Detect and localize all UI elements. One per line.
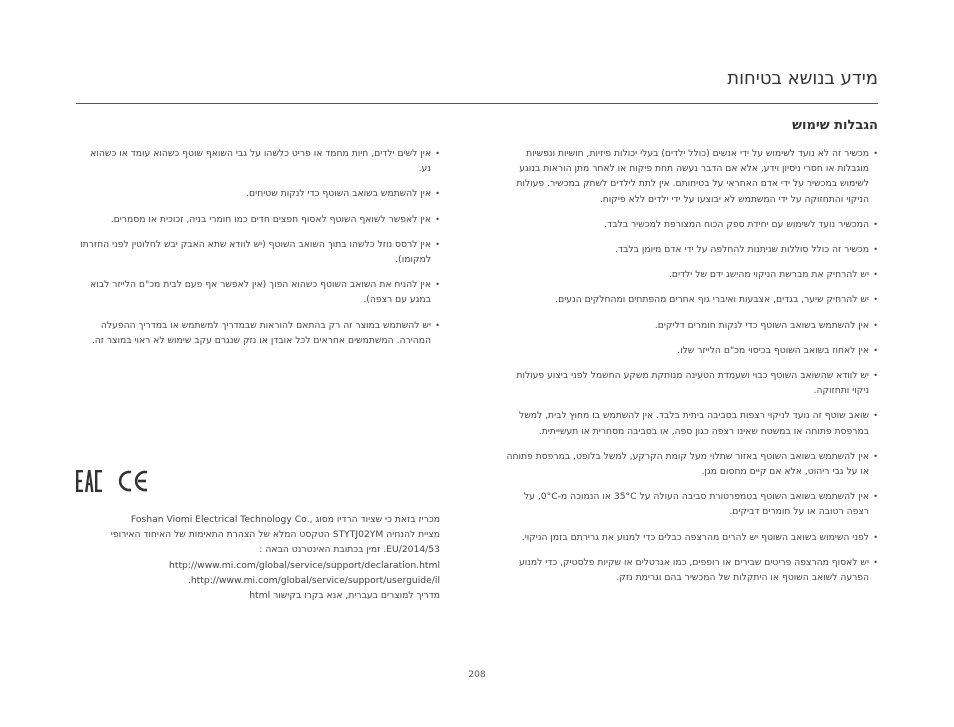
left-column <box>78 146 440 358</box>
certification-marks <box>76 470 150 492</box>
right-column <box>506 146 878 595</box>
bullet-item: • מכשיר זה כולל סוללות שניתנות להחלפה על ידי אדם מיומן בלבד. <box>506 242 878 257</box>
bullet-item: • המכשיר נועד לשימוש עם יחידת ספק הכוח המצורפת למכשיר בלבד. <box>506 217 878 232</box>
declaration-footer <box>76 512 440 603</box>
title-divider <box>76 103 878 104</box>
ce-mark-icon <box>118 470 150 492</box>
bullet-item: • יש להרחיק את מברשת הניקוי מהישג ידם של ילדים. <box>506 267 878 282</box>
footer-line: 2014/53/EU. זמין בכתובת האינטרנט הבאה : <box>259 544 440 556</box>
left-bullet-list <box>78 146 440 348</box>
bullet-item: • אין להשתמש בשואב השוטף כדי לנקות שטיחים. <box>78 186 440 201</box>
bullet-item: • אין להניח את השואב השוטף כשהוא הפוך (אין לאפשר אף פעם לבית מכ"ם הלייזר לבוא במגע עם רצפה). <box>78 277 440 307</box>
bullet-item: • שואב שוטף זה נועד לניקוי רצפות בסביבה ביתית בלבד. אין להשתמש בו מחוץ לבית, למשל במרפסת פתוחה או במשטח שאינו רצפה כגון ספה, או בסביבה מסחרית או תעשייתית. <box>506 408 878 438</box>
eac-mark-icon <box>76 470 102 492</box>
bullet-item: • לפני השימוש בשואב השוטף יש להרים מהרצפה כבלים כדי למנוע את גרירתם בזמן הניקוי. <box>506 530 878 545</box>
userguide-link[interactable]: http://www.mi.com/global/service/support/userguide/il. <box>187 574 440 586</box>
bullet-item: • יש להשתמש במוצר זה רק בהתאם להוראות שבמדריך למשתמש או במדריך ההפעלה המהירה. המשתמשים אחראים לכל אובדן או נזק שנגרם עקב שימוש לא ראוי במוצר זה. <box>78 318 440 348</box>
bullet-item: • אין לאפשר לשואף השוטף לאסוף חפצים חדים כמו חומרי בניה, זכוכית או מסמרים. <box>78 212 440 227</box>
page-number: 208 <box>468 670 486 680</box>
bullet-item: • יש לוודא שהשואב השוטף כבוי ושעמדת הטעינה מנותקת משקע החשמל לפני ביצוע פעולות ניקוי ותחזוקה. <box>506 368 878 398</box>
bullet-item: • מכשיר זה לא נועד לשימוש על ידי אנשים (כולל ילדים) בעלי יכולות פיזיות, חושיות ונפשיות מוגבלות או חסרי ניסיון וידע, אלא אם הדבר נעשה תחת פיקוח או לאחר מתן הוראות בנוגע לשימוש במכשיר על ידי אדם האחראי על בטיחותם. אין לתת לילדים לשחק במכשיר. פעולות הניקוי והתחזוקה על ידי המשתמש לא יבוצעו על ידי ילדים ללא פיקוח. <box>506 146 878 207</box>
bullet-item: • אין לאחוז בשואב השוטף בכיסוי מכ"ם הלייזר שלו. <box>506 343 878 358</box>
bullet-item: • אין להשתמש בשואב השוטף באזור שתלוי מעל קומת הקרקע, למשל בלופט, במרפסת פתוחה או על גבי ריהוט, אלא אם קיים מחסום מגן. <box>506 449 878 479</box>
bullet-item: • יש לאסוף מהרצפה פריטים שבירים או רופפים, כמו אגרטלים או שקיות פלסטיק, כדי למנוע הפרעה לשואב השוטף או היתקלות של המכשיר בהם וגרימת נזק. <box>506 555 878 585</box>
footer-line: מכריז בזאת כי שציוד הרדיו מסוג ,.Foshan Viomi Electrical Technology Co <box>130 514 440 525</box>
section-title: הגבלות שימוש <box>792 118 878 133</box>
bullet-item: • אין להשתמש בשואב השוטף כדי לנקות חומרים דליקים. <box>506 318 878 333</box>
footer-line: מדריך למוצרים בעברית, אנא בקרו בקישור html <box>249 590 440 602</box>
page-title: מידע בנושא בטיחות <box>727 68 878 89</box>
bullet-item: • אין לשים ילדים, חיות מחמד או פריט כלשהו על גבי השואף שוטף כשהוא עומד או כשהוא נע. <box>78 146 440 176</box>
right-bullet-list <box>506 146 878 585</box>
bullet-item: • יש להרחיק שיער, בגדים, אצבעות ואיברי גוף אחרים מהפתחים ומהחלקים הנעים. <box>506 292 878 307</box>
declaration-link[interactable]: http://www.mi.com/global/service/support/declaration.html <box>169 559 440 571</box>
bullet-item: • אין להשתמש בשואב השוטף בטמפרטורת סביבה העולה על 35°C או הנמוכה מ-0°C, על רצפה רטובה או על חומרים דביקים. <box>506 489 878 519</box>
bullet-item: • אין לרסס נוזל כלשהו בתוך השואב השוטף (יש לוודא שתא האבק יבש לחלוטין לפני החזרתו למקומו). <box>78 237 440 267</box>
footer-line: מציית להנחיה STYTJ02YM הטקסט המלא של הצהרת התאימות של האיחוד האירופי <box>110 529 440 541</box>
